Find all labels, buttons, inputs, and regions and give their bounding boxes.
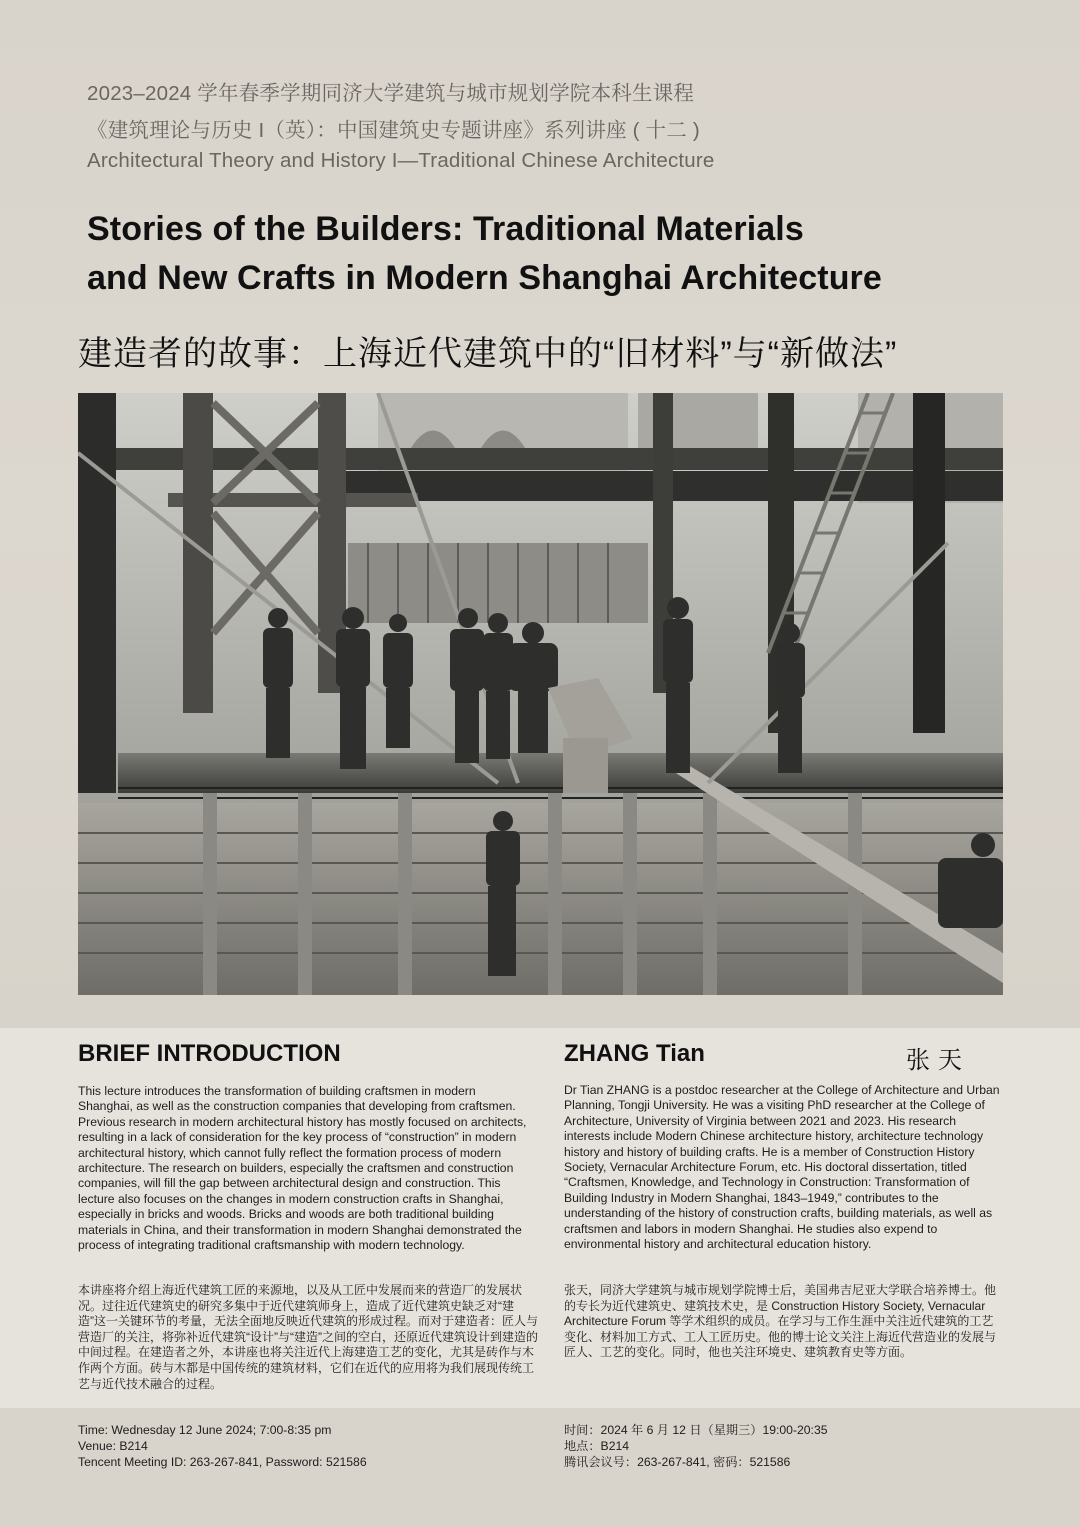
introduction-english-text: This lecture introduces the transformation of building craftsmen in modern Shanghai, as well as the construction companies that developing from craftsmen. Previous research in modern architectural history has mostly focused on architects, resulting in a lack of consideration for the key process of “construction” in modern architectural history, which cannot fully reflect the formation process of modern architecture. The research on builders, especially the craftsmen and construction companies, will fill the gap between architectural design and construction. This lecture also focuses on the changes in modern construction crafts in Shanghai, especially in bricks and woods. Bricks and woods are both traditional building materials in China, and their transformation in modern Shanghai demonstrated the process of integrating traditional craftsmanship with modern technology. (78, 1084, 527, 1253)
title-english-line-1: Stories of the Builders: Traditional Materials (87, 210, 804, 248)
speaker-name-chinese: 张天 (906, 1047, 970, 1074)
course-info-line: 2023–2024 学年春季学期同济大学建筑与城市规划学院本科生课程 (87, 82, 695, 105)
introduction-chinese-text: 本讲座将介绍上海近代建筑工匠的来源地，以及从工匠中发展而来的营造厂的发展状况。过往近代建筑史的研究多集中于近代建筑师身上，造成了近代建筑史缺乏对“建造”这一关键环节的考量，无法全面地反映近代建筑的形成过程。而对于建造者：匠人与营造厂的关注，将弥补近代建筑“设计”与“建造”之间的空白，还原近代建筑设计到建造的中间过程。在建造者之外，本讲座也将关注近代上海建造工艺的变化，尤其是砖作与木作两个方面。砖与木都是中国传统的建筑材料，它们在近代的应用将为我们展现传统工艺与近代技术融合的过程。 (78, 1283, 538, 1391)
event-venue-chinese: 地点：B214 (564, 1439, 630, 1453)
speaker-bio-chinese: 张天，同济大学建筑与城市规划学院博士后，美国弗吉尼亚大学联合培养博士。他的专长为近代建筑史、建筑技术史，是 Construction History Society, Vernacular Architecture Forum 等学术组织的成员。在学习与工作生涯中关注近代建筑的工艺变化、材料加工方式、工人工匠历史。他的博士论文关注上海近代营造业的发展与匠人、工艺的变化。同时，他也关注环境史、建筑教育史等方面。 (564, 1283, 997, 1360)
event-time-chinese: 时间：2024 年 6 月 12 日（星期三）19:00-20:35 (564, 1423, 828, 1437)
meeting-id-chinese: 腾讯会议号：263-267-841, 密码：521586 (564, 1455, 791, 1469)
event-venue-english: Venue: B214 (78, 1439, 148, 1453)
speaker-bio-english: Dr Tian ZHANG is a postdoc researcher at the College of Architecture and Urban Planning, Tongji University. He was a visiting PhD researcher at the College of Architecture, University of Virginia between 2021 and 2023. His research interests include Modern Chinese architecture history, architecture technology history and history of building crafts. He is a member of Construction History Society, Vernacular Architecture Forum, etc. His doctoral dissertation, titled “Craftsmen, Knowledge, and Technology in Construction: Transformation of Building Industry in Modern Shanghai, 1843–1949,” contributes to the understanding of the history of construction crafts, building materials, as well as craftsmen and labors in modern Shanghai. He studies also expend to environmental history and architectural education history. (564, 1083, 1000, 1252)
meeting-id-english: Tencent Meeting ID: 263-267-841, Password: 521586 (78, 1455, 367, 1469)
title-chinese: 建造者的故事：上海近代建筑中的“旧材料”与“新做法” (78, 335, 898, 373)
event-time-english: Time: Wednesday 12 June 2024; 7:00-8:35 pm (78, 1423, 332, 1437)
speaker-name-english: ZHANG Tian (564, 1040, 705, 1067)
course-english-line: Architectural Theory and History I—Traditional Chinese Architecture (87, 149, 715, 172)
historical-construction-photo (78, 393, 1003, 995)
construction-site-illustration (78, 393, 1003, 995)
title-english-line-2: and New Crafts in Modern Shanghai Architecture (87, 259, 882, 297)
brief-introduction-heading: BRIEF INTRODUCTION (78, 1040, 341, 1067)
lecture-series-line: 《建筑理论与历史 I（英）：中国建筑史专题讲座》系列讲座 ( 十二 ) (87, 119, 700, 142)
